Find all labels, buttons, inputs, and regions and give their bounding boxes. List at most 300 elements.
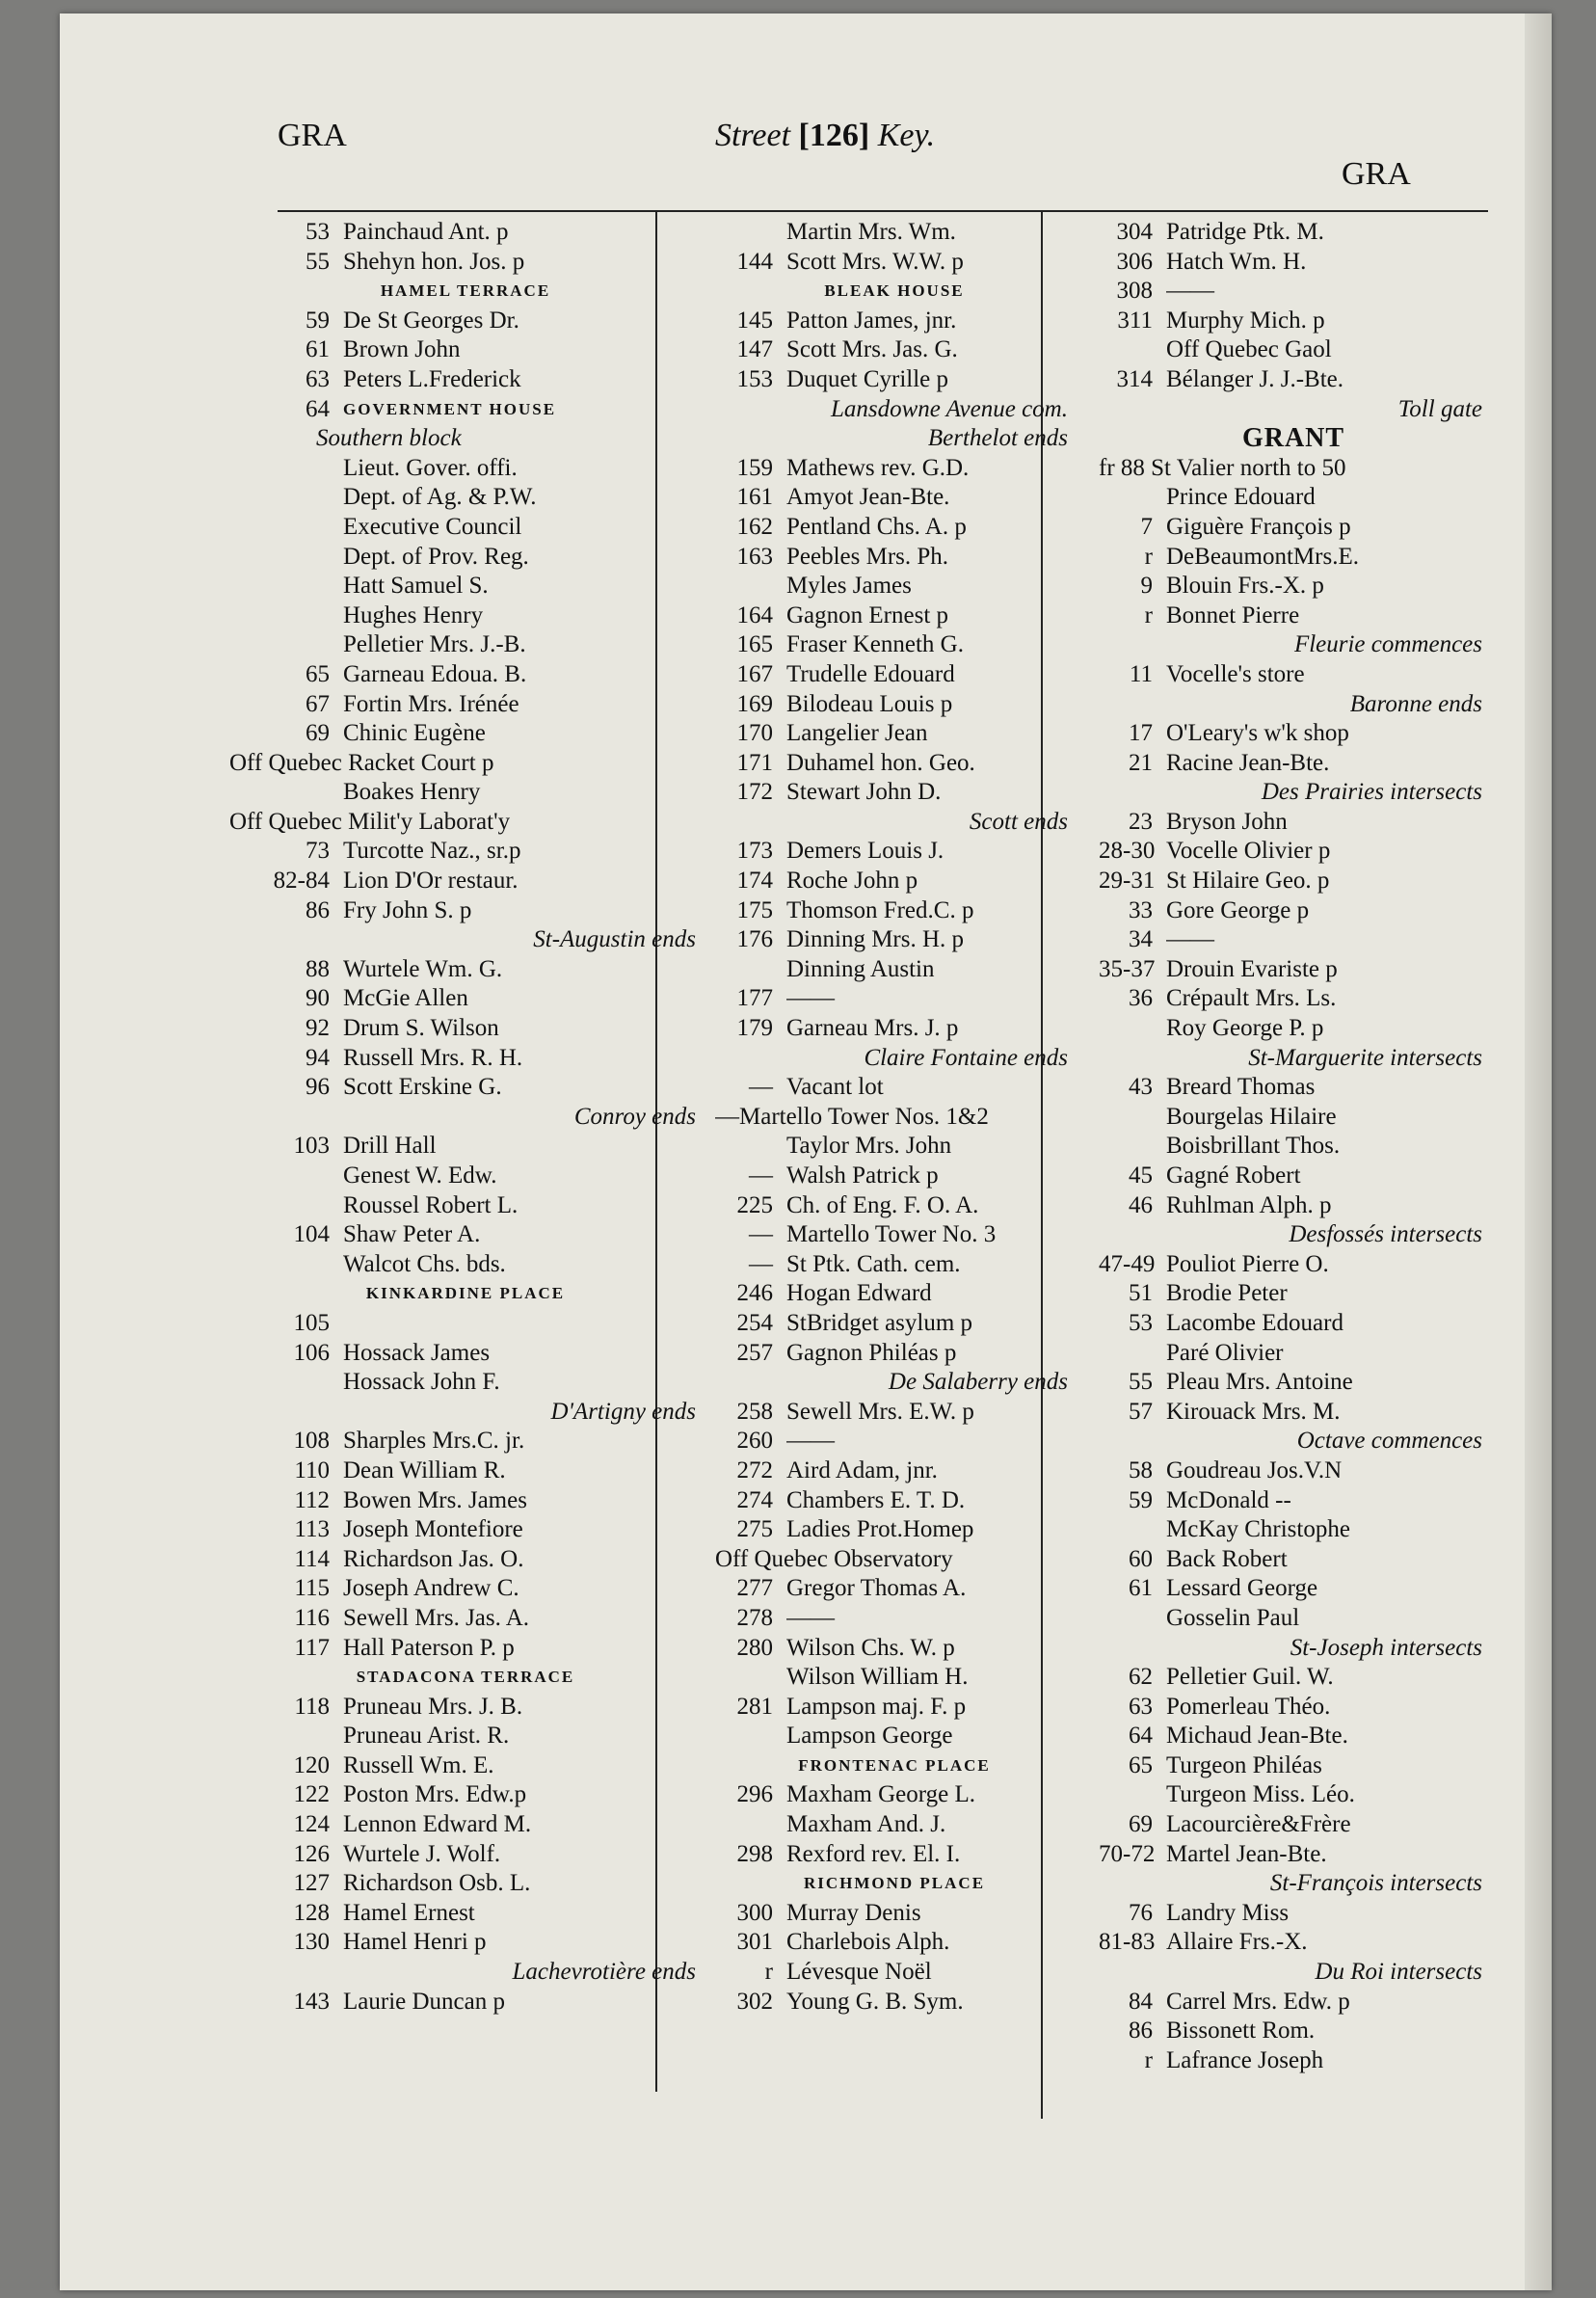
resident-name: Hatt Samuel S.	[343, 573, 489, 600]
resident-name: Lion D'Or restaur.	[343, 868, 519, 895]
resident-name: Fraser Kenneth G.	[786, 631, 964, 658]
directory-row	[715, 1398, 1074, 1428]
cross-street-note: St-Marguerite intersects	[1248, 1044, 1482, 1071]
resident-name: Walsh Patrick p	[786, 1162, 939, 1189]
house-number: 64	[1129, 1723, 1153, 1750]
directory-row	[715, 277, 1074, 307]
resident-name: Peters L.Frederick	[343, 365, 521, 392]
resident-name: GOVERNMENT HOUSE	[343, 399, 557, 418]
directory-row	[229, 1958, 702, 1988]
directory-row	[715, 719, 1074, 749]
directory-row	[715, 1014, 1074, 1044]
directory-row	[1099, 601, 1488, 631]
house-number: 257	[736, 1339, 773, 1366]
resident-name: Wurtele J. Wolf.	[343, 1840, 501, 1867]
resident-name: Pelletier Mrs. J.-B.	[343, 631, 526, 658]
house-number: 28-30	[1099, 838, 1156, 865]
house-number	[229, 778, 343, 808]
house-number: 61	[306, 336, 330, 363]
directory-row	[229, 1574, 702, 1604]
directory-row	[715, 454, 1074, 484]
house-number: 274	[736, 1486, 773, 1513]
resident-name: Crépault Mrs. Ls.	[1166, 985, 1337, 1012]
header-title-pre: Street	[715, 118, 799, 153]
resident-name: Blouin Frs.-X. p	[1166, 573, 1324, 600]
directory-row	[715, 1220, 1074, 1250]
resident-name: Fry John S. p	[343, 896, 472, 923]
house-number	[715, 1722, 786, 1751]
resident-name: Dinning Mrs. H. p	[786, 926, 965, 953]
resident-name: Lafrance Joseph	[1166, 2046, 1324, 2073]
house-number	[715, 218, 786, 248]
directory-row	[715, 896, 1074, 926]
directory-row	[715, 1899, 1074, 1929]
directory-row	[229, 513, 702, 543]
house-number	[715, 955, 786, 985]
cross-street-note: Lachevrotière ends	[512, 1959, 696, 1986]
resident-name: Poston Mrs. Edw.p	[343, 1781, 527, 1808]
resident-name: Gagnon Ernest p	[786, 601, 949, 628]
house-number: 278	[736, 1604, 773, 1631]
house-number: 120	[293, 1751, 330, 1778]
resident-name: Gore George p	[1166, 896, 1310, 923]
directory-row	[1099, 1899, 1488, 1929]
house-number: 81-83	[1099, 1929, 1156, 1956]
directory-row	[1099, 543, 1488, 573]
house-number: 11	[1129, 660, 1153, 687]
resident-name: Drouin Evariste p	[1166, 955, 1338, 982]
house-number: 64	[306, 395, 330, 422]
house-number: 159	[736, 454, 773, 481]
resident-name: Lessard George	[1166, 1575, 1318, 1602]
house-number: 175	[736, 896, 773, 923]
directory-row	[229, 1780, 702, 1810]
resident-name: Patridge Ptk. M.	[1166, 219, 1324, 245]
directory-row	[1099, 1368, 1488, 1398]
directory-row	[715, 1103, 1074, 1133]
house-number: 70-72	[1099, 1840, 1156, 1867]
directory-row	[715, 1486, 1074, 1516]
section-heading: STADACONA TERRACE	[356, 1668, 575, 1687]
section-heading: BLEAK HOUSE	[824, 281, 965, 301]
resident-name: Hughes Henry	[343, 601, 484, 628]
resident-name: Roussel Robert L.	[343, 1191, 519, 1218]
resident-name: Pleau Mrs. Antoine	[1166, 1369, 1353, 1396]
house-number: 143	[293, 1988, 330, 2015]
resident-name: McKay Christophe	[1166, 1516, 1350, 1543]
resident-name: Gagné Robert	[1166, 1162, 1301, 1189]
directory-row	[229, 1869, 702, 1899]
resident-name: Taylor Mrs. John	[786, 1133, 952, 1160]
resident-name: Lennon Edward M.	[343, 1811, 532, 1838]
house-number: 53	[306, 219, 330, 245]
house-number: 9	[1140, 573, 1153, 600]
resident-name: Thomson Fred.C. p	[786, 896, 974, 923]
directory-row	[1099, 925, 1488, 955]
resident-name: ——	[1166, 926, 1214, 953]
resident-name: De St Georges Dr.	[343, 307, 519, 334]
resident-name: Lacombe Edouard	[1166, 1309, 1343, 1336]
house-number: 57	[1129, 1398, 1153, 1425]
house-number: 254	[736, 1309, 773, 1336]
directory-row	[715, 1663, 1074, 1693]
house-number: 272	[736, 1456, 773, 1483]
directory-row	[715, 1427, 1074, 1456]
house-number: 169	[736, 690, 773, 717]
directory-row	[715, 1191, 1074, 1221]
directory-row	[1099, 778, 1488, 808]
directory-row	[715, 1545, 1074, 1575]
resident-name: Duhamel hon. Geo.	[786, 749, 975, 776]
resident-name: Scott Erskine G.	[343, 1074, 502, 1101]
resident-name: Duquet Cyrille p	[786, 365, 949, 392]
directory-row	[715, 424, 1074, 454]
directory-row	[715, 1132, 1074, 1162]
directory-row	[715, 1869, 1074, 1899]
resident-name: McGie Allen	[343, 985, 468, 1012]
house-number: 281	[736, 1693, 773, 1720]
resident-name: ——	[1166, 278, 1214, 305]
house-number: 176	[736, 926, 773, 953]
resident-name: Laurie Duncan p	[343, 1988, 505, 2015]
directory-row	[229, 395, 702, 425]
cross-street-note: Conroy ends	[573, 1103, 696, 1130]
house-number	[1099, 335, 1166, 365]
house-number: 69	[306, 720, 330, 747]
resident-name: Gregor Thomas A.	[786, 1575, 967, 1602]
house-number: 65	[1129, 1751, 1153, 1778]
directory-row	[715, 955, 1074, 985]
resident-name: Allaire Frs.-X.	[1166, 1929, 1308, 1956]
house-number: 225	[736, 1191, 773, 1218]
house-number: 177	[736, 985, 773, 1012]
house-number: 103	[293, 1133, 330, 1160]
resident-name: Genest W. Edw.	[343, 1162, 497, 1189]
house-number: 84	[1129, 1988, 1153, 2015]
resident-name: Ruhlman Alph. p	[1166, 1191, 1332, 1218]
resident-name: Back Robert	[1166, 1545, 1288, 1572]
resident-name: Michaud Jean-Bte.	[1166, 1723, 1348, 1750]
resident-name: Myles James	[786, 573, 912, 600]
resident-name: Sewell Mrs. E.W. p	[786, 1398, 974, 1425]
resident-name: Ch. of Eng. F. O. A.	[786, 1191, 979, 1218]
house-number: 117	[294, 1634, 330, 1661]
column-3	[1099, 218, 1488, 2075]
house-number: —	[749, 1162, 773, 1189]
directory-row	[229, 1456, 702, 1486]
resident-name: Roche John p	[786, 868, 918, 895]
directory-row	[1099, 955, 1488, 985]
house-number: 7	[1140, 513, 1153, 540]
directory-row	[229, 690, 702, 720]
resident-name: Vocelle's store	[1166, 660, 1305, 687]
directory-row	[1099, 1574, 1488, 1604]
directory-row	[229, 218, 702, 248]
house-number	[229, 601, 343, 631]
directory-row	[1099, 984, 1488, 1014]
cross-street-note: Claire Fontaine ends	[864, 1044, 1068, 1071]
directory-row	[1099, 2046, 1488, 2076]
house-number: 174	[736, 868, 773, 895]
directory-row	[1099, 1398, 1488, 1428]
cross-street-note: De Salaberry ends	[888, 1369, 1068, 1396]
resident-name: Garneau Mrs. J. p	[786, 1015, 959, 1042]
directory-row	[1099, 1279, 1488, 1309]
directory-row	[229, 896, 702, 926]
directory-row	[1099, 1162, 1488, 1191]
resident-name: Boakes Henry	[343, 779, 481, 806]
resident-name: Bélanger J. J.-Bte.	[1166, 365, 1343, 392]
header-left-key: GRA	[278, 118, 347, 153]
resident-name: Gagnon Philéas p	[786, 1339, 957, 1366]
house-number: —	[749, 1074, 773, 1101]
directory-row	[715, 1780, 1074, 1810]
resident-name: Landry Miss	[1166, 1899, 1290, 1926]
directory-row	[1099, 307, 1488, 336]
directory-row	[1099, 1869, 1488, 1899]
resident-name: Chinic Eugène	[343, 720, 486, 747]
header-title	[715, 118, 935, 154]
house-number	[1099, 1339, 1166, 1369]
house-number: 53	[1129, 1309, 1153, 1336]
house-number: 82-84	[273, 868, 330, 895]
section-heading: HAMEL TERRACE	[380, 281, 551, 301]
house-number	[229, 1368, 343, 1398]
directory-row	[715, 630, 1074, 660]
directory-row	[715, 513, 1074, 543]
resident-name: Brodie Peter	[1166, 1280, 1288, 1307]
resident-name: Lévesque Noël	[786, 1959, 932, 1986]
resident-name: Breard Thomas	[1166, 1074, 1316, 1101]
house-number: 96	[306, 1074, 330, 1101]
cross-street-note: Berthelot ends	[927, 425, 1068, 452]
resident-name: Pomerleau Théo.	[1166, 1693, 1331, 1720]
house-number	[715, 1132, 786, 1162]
house-number: r	[1144, 543, 1153, 570]
directory-row	[1099, 867, 1488, 896]
resident-name: Shehyn hon. Jos. p	[343, 248, 525, 275]
house-number	[1099, 1780, 1166, 1810]
directory-row	[229, 1515, 702, 1545]
resident-name: Patton James, jnr.	[786, 307, 957, 334]
directory-row	[229, 454, 702, 484]
house-number: 61	[1129, 1575, 1153, 1602]
resident-name: Bonnet Pierre	[1166, 601, 1300, 628]
directory-row	[1099, 248, 1488, 278]
resident-name: ——	[786, 985, 835, 1012]
resident-name: Martello Tower No. 3	[786, 1221, 997, 1248]
directory-row	[1099, 1132, 1488, 1162]
resident-name: Bowen Mrs. James	[343, 1486, 527, 1513]
house-number: 128	[293, 1899, 330, 1926]
directory-row	[715, 778, 1074, 808]
house-number: 21	[1129, 749, 1153, 776]
house-number	[229, 630, 343, 660]
entry-full-line: Off Quebec Milit'y Laborat'y	[229, 808, 511, 835]
house-number: 92	[306, 1015, 330, 1042]
directory-row	[1099, 837, 1488, 867]
house-number: 280	[736, 1634, 773, 1661]
directory-row	[1099, 1103, 1488, 1133]
directory-row	[1099, 1545, 1488, 1575]
directory-row	[715, 984, 1074, 1014]
resident-name: Richardson Jas. O.	[343, 1545, 524, 1572]
directory-row	[715, 1840, 1074, 1870]
resident-name: Martin Mrs. Wm.	[786, 219, 956, 245]
house-number	[715, 1810, 786, 1840]
directory-row	[229, 483, 702, 513]
resident-name: Hossack John F.	[343, 1369, 500, 1396]
column-1	[229, 218, 702, 2017]
directory-row	[1099, 1840, 1488, 1870]
directory-row	[715, 1988, 1074, 2017]
resident-name: Maxham And. J.	[786, 1811, 946, 1838]
house-number: 51	[1129, 1280, 1153, 1307]
resident-name: Giguère François p	[1166, 513, 1351, 540]
resident-name: Fortin Mrs. Irénée	[343, 690, 519, 717]
resident-name: Demers Louis J.	[786, 838, 944, 865]
directory-row	[715, 307, 1074, 336]
directory-row	[229, 1132, 702, 1162]
resident-name: Walcot Chs. bds.	[343, 1250, 506, 1277]
directory-row	[229, 1810, 702, 1840]
resident-name: Scott Mrs. W.W. p	[786, 248, 964, 275]
directory-row	[715, 1250, 1074, 1280]
house-number	[1099, 1014, 1166, 1044]
resident-name: Shaw Peter A.	[343, 1221, 481, 1248]
cross-street-note: Desfossés intersects	[1289, 1221, 1482, 1248]
directory-row	[229, 248, 702, 278]
house-number: 145	[736, 307, 773, 334]
directory-row	[715, 483, 1074, 513]
house-number: 314	[1116, 365, 1153, 392]
directory-row	[1099, 896, 1488, 926]
house-number: 34	[1129, 926, 1153, 953]
house-number: 300	[736, 1899, 773, 1926]
directory-row	[229, 808, 702, 838]
directory-row	[715, 1810, 1074, 1840]
directory-row	[229, 1044, 702, 1074]
house-number: 164	[736, 601, 773, 628]
house-number: —	[749, 1250, 773, 1277]
cross-street-note: D'Artigny ends	[550, 1398, 696, 1425]
section-heading: KINKARDINE PLACE	[365, 1284, 566, 1303]
house-number: 94	[306, 1044, 330, 1071]
cross-street-note: St-François intersects	[1269, 1870, 1482, 1897]
house-number: 124	[293, 1811, 330, 1838]
directory-row	[229, 543, 702, 573]
house-number: 33	[1129, 896, 1153, 923]
resident-name: Stewart John D.	[786, 779, 942, 806]
page-edge	[1525, 13, 1552, 2290]
resident-name: Kirouack Mrs. M.	[1166, 1398, 1341, 1425]
house-number: 104	[293, 1221, 330, 1248]
resident-name: Sewell Mrs. Jas. A.	[343, 1604, 530, 1631]
directory-row	[715, 335, 1074, 365]
house-number: 67	[306, 690, 330, 717]
house-number: 105	[293, 1309, 330, 1336]
resident-name: Amyot Jean-Bte.	[786, 484, 950, 511]
resident-name: Vacant lot	[786, 1074, 884, 1101]
house-number: 147	[736, 336, 773, 363]
directory-row	[229, 572, 702, 601]
directory-row	[229, 424, 702, 454]
resident-name: Peebles Mrs. Ph.	[786, 543, 949, 570]
house-number: 298	[736, 1840, 773, 1867]
resident-name: Hall Paterson P. p	[343, 1634, 515, 1661]
directory-row	[715, 1368, 1074, 1398]
resident-name: Hatch Wm. H.	[1166, 248, 1307, 275]
house-number: 153	[736, 365, 773, 392]
resident-name: Vocelle Olivier p	[1166, 838, 1331, 865]
header-right-key: GRA	[1342, 156, 1411, 192]
house-number: 258	[736, 1398, 773, 1425]
directory-row	[1099, 1928, 1488, 1958]
house-number: 260	[736, 1428, 773, 1455]
house-number: 86	[1129, 2017, 1153, 2044]
directory-row	[1099, 1988, 1488, 2017]
directory-row	[1099, 749, 1488, 779]
house-number: 306	[1116, 248, 1153, 275]
directory-row	[229, 1693, 702, 1723]
entry-full-line: fr 88 St Valier north to 50	[1099, 454, 1346, 481]
directory-row	[715, 1073, 1074, 1103]
resident-name: Pouliot Pierre O.	[1166, 1250, 1329, 1277]
directory-row	[1099, 1014, 1488, 1044]
resident-name: Brown John	[343, 336, 461, 363]
directory-row	[229, 1339, 702, 1369]
directory-row	[715, 1634, 1074, 1664]
resident-name: Aird Adam, jnr.	[786, 1456, 938, 1483]
directory-row	[1099, 1958, 1488, 1988]
house-number: 116	[294, 1604, 330, 1631]
house-number: 302	[736, 1988, 773, 2015]
house-number: 275	[736, 1516, 773, 1543]
section-heading: FRONTENAC PLACE	[798, 1755, 991, 1775]
resident-name: O'Leary's w'k shop	[1166, 720, 1349, 747]
directory-row	[715, 1339, 1074, 1369]
directory-row	[1099, 1427, 1488, 1456]
house-number: 60	[1129, 1545, 1153, 1572]
resident-name: Dept. of Prov. Reg.	[343, 543, 529, 570]
cross-street-note: St-Augustin ends	[533, 926, 696, 953]
resident-name: Wurtele Wm. G.	[343, 955, 503, 982]
house-number: 76	[1129, 1899, 1153, 1926]
cross-street-note: Des Prairies intersects	[1261, 779, 1482, 806]
directory-row	[1099, 1693, 1488, 1723]
house-number	[1099, 1132, 1166, 1162]
house-number: 162	[736, 513, 773, 540]
resident-name: Hogan Edward	[786, 1280, 932, 1307]
house-number: 167	[736, 660, 773, 687]
house-number	[229, 572, 343, 601]
directory-row	[229, 1073, 702, 1103]
directory-row	[715, 365, 1074, 395]
house-number: 163	[736, 543, 773, 570]
directory-row	[229, 1279, 702, 1309]
directory-row	[1099, 395, 1488, 425]
directory-row	[229, 1250, 702, 1280]
resident-name: Dinning Austin	[786, 955, 935, 982]
house-number: 304	[1116, 219, 1153, 245]
cross-street-note: Toll gate	[1397, 395, 1482, 422]
house-number: 73	[306, 838, 330, 865]
resident-name: Lampson maj. F. p	[786, 1693, 967, 1720]
resident-name: DeBeaumontMrs.E.	[1166, 543, 1359, 570]
directory-row	[1099, 1250, 1488, 1280]
resident-name: Young G. B. Sym.	[786, 1988, 964, 2015]
street-heading: GRANT	[1241, 424, 1345, 454]
